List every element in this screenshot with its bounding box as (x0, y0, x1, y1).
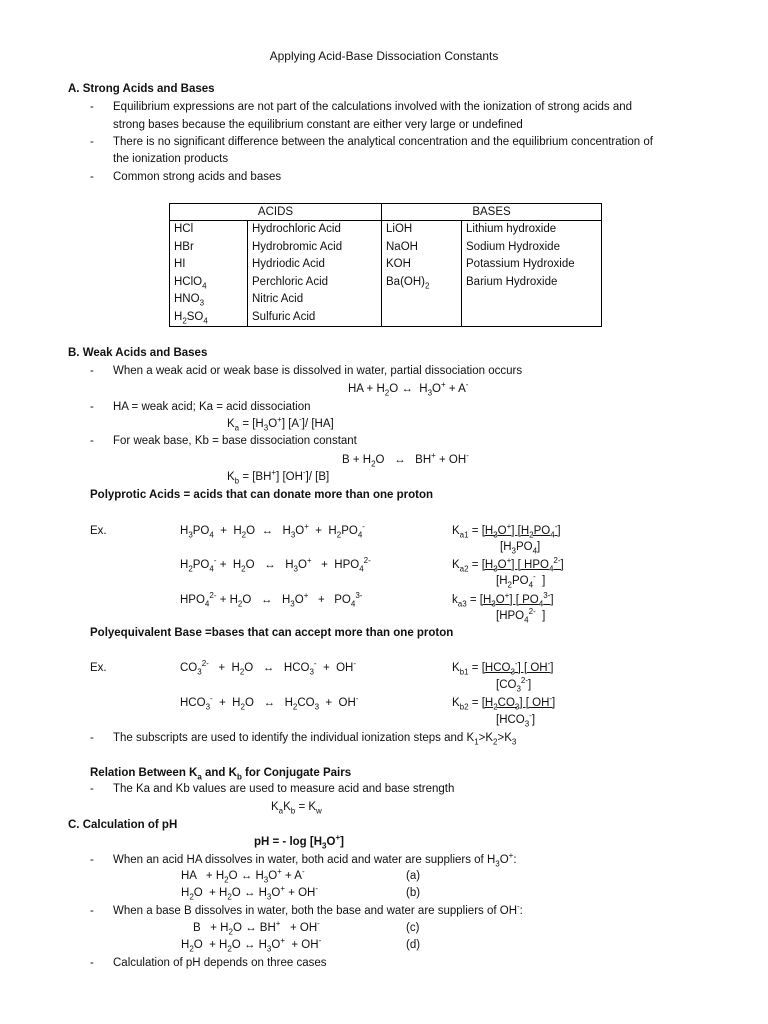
base-formula: LiOH (382, 221, 462, 239)
section-a-bullet-2: There is no significant difference between the analytical concentration and the equilibrium concentration of (113, 136, 653, 148)
table-header-row (170, 204, 602, 221)
ka2-expression: $K_{a2} = [H_3O^+]$ [ $HPO_4^{2-}$] (452, 556, 564, 574)
bullet-dash: - (90, 957, 94, 969)
acid-supply-equation-a: HA + $H_2O$ ↔ $H_3O^+ + A^-$ (181, 867, 305, 885)
section-a-bullet-2-cont: the ionization products (113, 153, 229, 165)
polyequivalent-step-1: $CO_3^{2-} + H_2O$ ↔ $HCO_3^- + OH^-$ (180, 659, 356, 677)
bases-header: BASES (382, 204, 602, 221)
water-autoionization-b: $H_2O + H_2O$ ↔ $H_3O^+ + OH^-$ (181, 884, 319, 902)
example-label: Ex. (90, 662, 107, 674)
section-b-bullet-1: When a weak acid or weak base is dissolved in water, partial dissociation occurs (113, 365, 523, 377)
polyprotic-step-1: $H_3PO_4 + H_2O$ ↔ $H_3O^+ + H_2PO_4^-$ (180, 522, 365, 540)
section-b-heading: B. Weak Acids and Bases (68, 347, 208, 359)
acid-formula: HClO$_4$ (170, 274, 248, 292)
section-a-heading: A. Strong Acids and Bases (68, 83, 215, 95)
bullet-dash: - (90, 365, 94, 377)
base-name: Sodium Hydroxide (462, 239, 602, 257)
ka2-denominator: [$H_2PO_4^-$ ] (496, 572, 546, 590)
base-supply-equation-c: $B + H_2O$ ↔ BH+ + OH- (193, 919, 320, 937)
bullet-dash: - (90, 732, 94, 744)
table-row (170, 291, 602, 309)
base-name: Lithium hydroxide (462, 221, 602, 239)
table-row (170, 274, 602, 292)
bullet-dash: - (90, 905, 94, 917)
equation-label-d: (d) (406, 939, 421, 951)
base-formula: NaOH (382, 239, 462, 257)
kb-expression: $K_b = [BH^+]$ [OH-]/ [B] (227, 468, 330, 486)
acids-header: ACIDS (170, 204, 382, 221)
page-title: Applying Acid-Base Dissociation Constants (269, 49, 499, 63)
water-autoionization-d: $H_2O + H_2O$ ↔ $H_3O^+ + OH^-$ (181, 936, 322, 954)
section-c-heading: C. Calculation of pH (68, 819, 178, 831)
ka-expression: $K_a = [H_3O^+]$ [A-]/ [HA] (227, 415, 334, 433)
ka1-denominator: $[H_3PO_4]$ (500, 541, 541, 556)
base-name: Potassium Hydroxide (462, 256, 602, 274)
equation-label-c: (c) (406, 922, 420, 934)
bullet-dash: - (90, 101, 94, 113)
section-c-bullet-1: When an acid HA dissolves in water, both acid and water are suppliers of $H_3O^+$: (113, 851, 517, 869)
acid-name: Hydrochloric Acid (248, 221, 382, 239)
equation-label-a: (a) (406, 870, 421, 882)
acid-name: Hydrobromic Acid (248, 239, 382, 257)
bullet-dash: - (90, 171, 94, 183)
subscripts-note: The subscripts are used to identify the individual ionization steps and $K_1>K_2>K_3$ (113, 732, 517, 747)
base-formula: KOH (382, 256, 462, 274)
weak-base-equation: $B + H_2O$ ↔ BH+ + OH- (342, 451, 469, 469)
bullet-dash: - (90, 783, 94, 795)
section-b-bullet-3: For weak base, Kb = base dissociation constant (113, 435, 357, 447)
base-name: Barium Hydroxide (462, 274, 602, 292)
base-name (462, 291, 602, 309)
polyprotic-definition: Polyprotic Acids = acids that can donate more than one proton (90, 489, 434, 501)
table-row (170, 239, 602, 257)
bullet-dash: - (90, 401, 94, 413)
acid-formula: $HNO_3$ (170, 291, 248, 309)
acid-name: Nitric Acid (248, 291, 382, 309)
section-a-bullet-1-cont: strong bases because the equilibrium constant are either very large or undefined (113, 119, 523, 131)
base-formula (382, 309, 462, 327)
section-a-bullet-1: Equilibrium expressions are not part of the calculations involved with the ionization of strong acids and (113, 101, 633, 113)
section-b-bullet-2: HA = weak acid; Ka = acid dissociation (113, 401, 311, 413)
ph-definition: pH = - $\log [H_3O^+]$ (254, 833, 344, 851)
polyequivalent-step-2: $HCO_3^- + H_2O$ ↔ $H_2CO_3 + OH^-$ (180, 694, 359, 712)
acid-formula: HCl (170, 221, 248, 239)
kb1-expression: $K_{b1} = [HCO_3^-]$ [ OH-] (452, 659, 554, 677)
kb2-expression: $K_{b2} = [H_2CO_3]$ [ OH-] (452, 694, 556, 712)
polyequivalent-definition: Polyequivalent Base =bases that can accept more than one proton (90, 627, 454, 639)
ka3-denominator: [$HPO_4^{2-}$ ] (496, 607, 546, 625)
base-name (462, 309, 602, 327)
bullet-dash: - (90, 854, 94, 866)
section-c-bullet-2: When a base B dissolves in water, both the base and water are suppliers of OH-: (113, 902, 523, 917)
relation-note: The Ka and Kb values are used to measure acid and base strength (113, 783, 455, 795)
kb2-denominator: $[HCO_3^-]$ (496, 711, 536, 729)
kb1-denominator: $[CO_3^{2-}]$ (496, 676, 532, 694)
table-row (170, 221, 602, 239)
acid-formula: $H_2SO_4$ (170, 309, 248, 327)
base-formula: $Ba(OH)_2$ (382, 274, 462, 292)
relation-heading: Relation Between $K_a$ and $K_b$ for Conjugate Pairs (90, 767, 352, 782)
base-formula (382, 291, 462, 309)
acid-name: Hydriodic Acid (248, 256, 382, 274)
ka3-expression: $k_{a3} = [H_3O^+]$ [ $PO_4^{3-}$] (452, 591, 554, 609)
bullet-dash: - (90, 435, 94, 447)
polyprotic-step-3: $HPO_4^{2-} + H_2O$ ↔ $H_3O^+ + PO_4^{3-}$ (180, 591, 363, 609)
acid-formula: HI (170, 256, 248, 274)
equation-label-b: (b) (406, 887, 421, 899)
acid-name: Sulfuric Acid (248, 309, 382, 327)
strong-acids-bases-table (169, 203, 602, 327)
weak-acid-equation: HA + $H_2O$ ↔ $H_3O^+ + A^-$ (348, 380, 469, 398)
section-a-bullet-3: Common strong acids and bases (113, 171, 282, 183)
acid-name: Perchloric Acid (248, 274, 382, 292)
polyprotic-step-2: $H_2PO_4^- + H_2O$ ↔ $H_3O^+ + HPO_4^{2-}$ (180, 556, 371, 574)
kakb-equals-kw: $K_aK_b = K_w$ (271, 801, 322, 816)
table-row (170, 309, 602, 327)
acid-formula: HBr (170, 239, 248, 257)
example-label: Ex. (90, 525, 107, 537)
table-row (170, 256, 602, 274)
section-c-bullet-3: Calculation of pH depends on three cases (113, 957, 327, 969)
bullet-dash: - (90, 136, 94, 148)
ka1-expression: $K_{a1} = [H_3O^+]$ $[H_2PO_4^-]$ (452, 522, 561, 540)
